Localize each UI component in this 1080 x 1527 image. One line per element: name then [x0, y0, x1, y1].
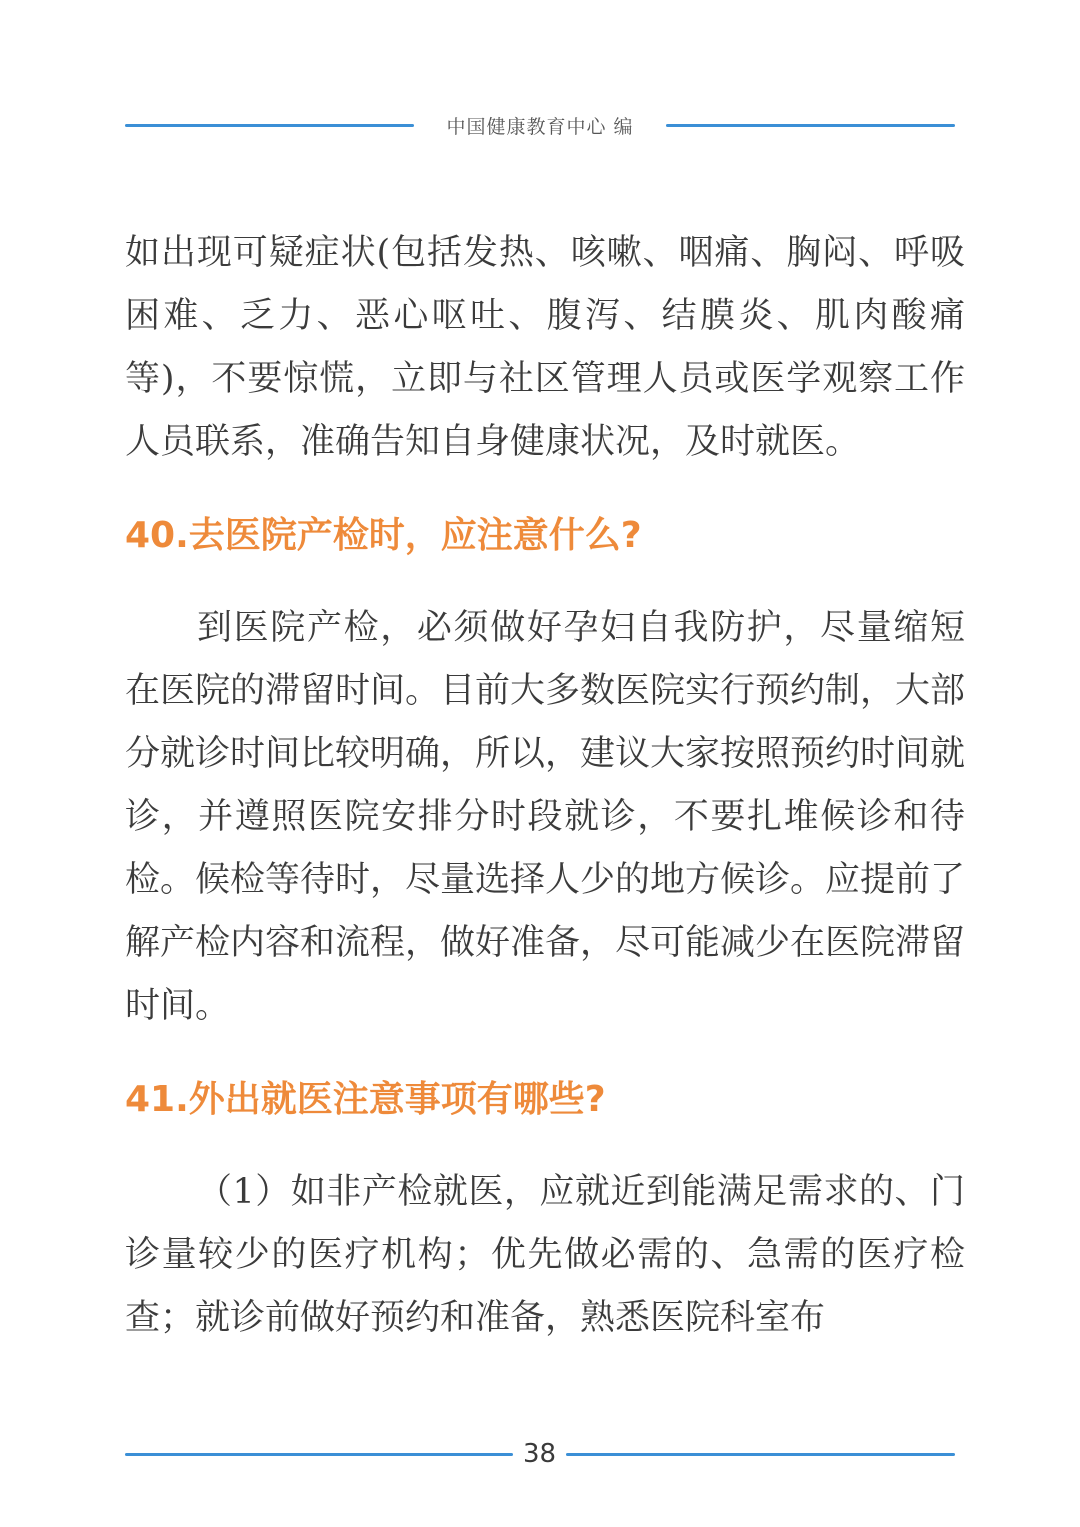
- footer-rule-right: [566, 1453, 955, 1456]
- header-editor-credit: 中国健康教育中心 编: [446, 115, 634, 138]
- header-rule-right: [666, 124, 955, 127]
- page-footer: [125, 1434, 955, 1474]
- header-rule-left: [125, 124, 414, 127]
- question-40-answer: 到医院产检，必须做好孕妇自我防护，尽量缩短在医院的滞留时间。目前大多数医院实行预约制，大部分就诊时间比较明确，所以，建议大家按照预约时间就诊，并遵照医院安排分时段就诊，不要扎堆候诊和待检。候检等待时，尽量选择人少的地方候诊。应提前了解产检内容和流程，做好准备，尽可能减少在医院滞留时间。: [125, 608, 966, 1026]
- question-41-answer: （1）如非产检就医，应就近到能满足需求的、门诊量较少的医疗机构；优先做必需的、急需的医疗检查；就诊前做好预约和准备，熟悉医院科室布: [125, 1172, 965, 1338]
- footer-rule-left: [125, 1453, 513, 1456]
- page-content: [125, 222, 965, 1350]
- question-41-heading: 41.外出就医注意事项有哪些?: [125, 1079, 606, 1120]
- question-40-heading: 40.去医院产检时，应注意什么?: [125, 515, 642, 556]
- page-header: [125, 108, 955, 142]
- page-number: 38: [523, 1439, 557, 1469]
- intro-paragraph: 如出现可疑症状(包括发热、咳嗽、咽痛、胸闷、呼吸困难、乏力、恶心呕吐、腹泻、结膜炎、肌肉酸痛等)，不要惊慌，立即与社区管理人员或医学观察工作人员联系，准确告知自身健康状况，及时就医。: [125, 233, 965, 462]
